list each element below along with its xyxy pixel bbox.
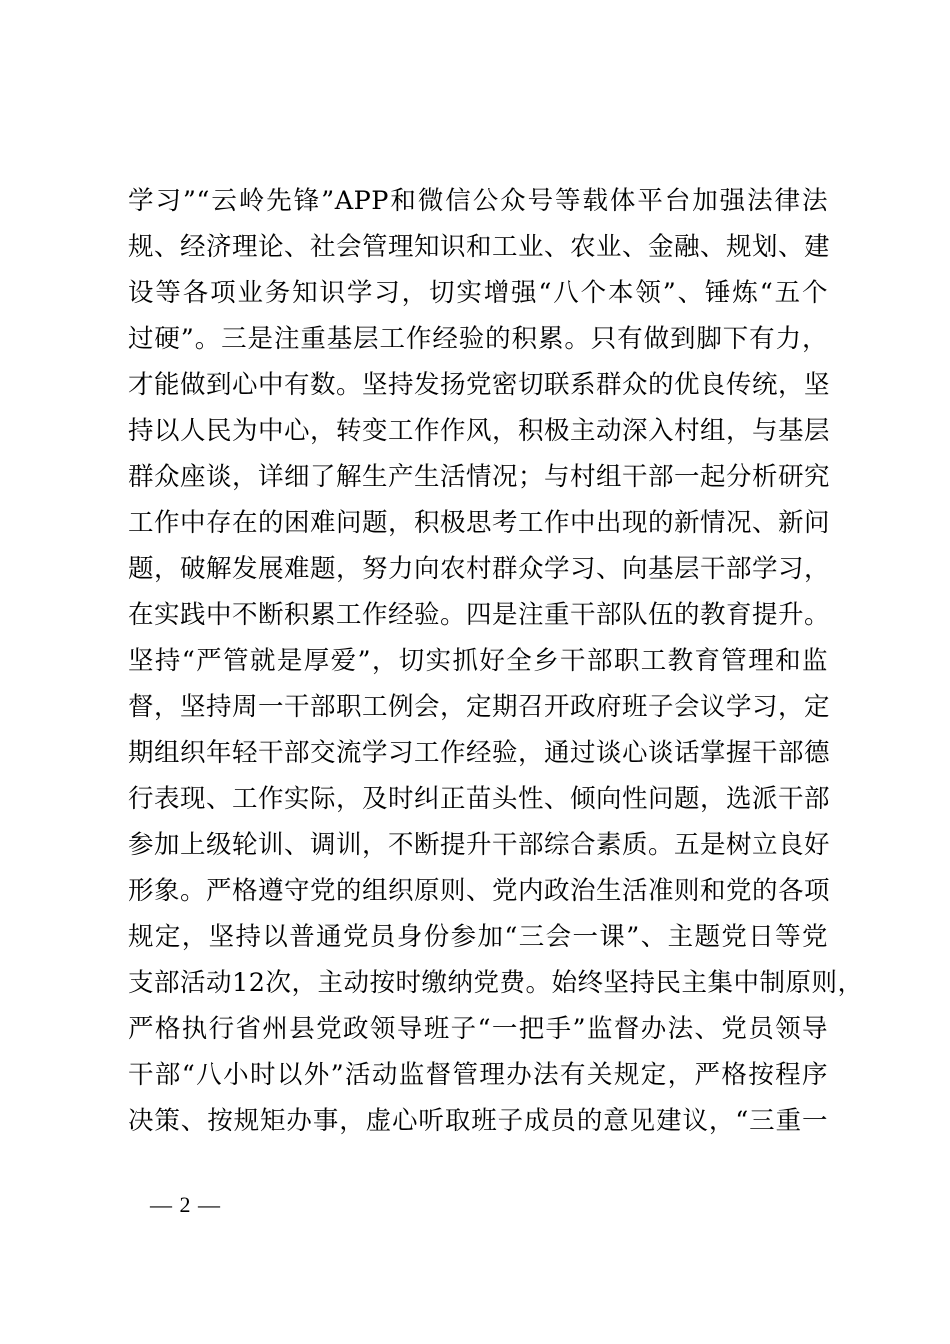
body-text [128, 178, 864, 1144]
text-line: 设等各项业务知识学习，切实增强“八个本领”、锤炼“五个 [128, 278, 828, 308]
text-line: 支部活动12次，主动按时缴纳党费。始终坚持民主集中制原则， [128, 968, 864, 998]
text-line: 规定，坚持以普通党员身份参加“三会一课”、主题党日等党 [128, 922, 828, 952]
text-line: 在实践中不断积累工作经验。四是注重干部队伍的教育提升。 [128, 600, 831, 630]
text-line: 持以人民为中心，转变工作作风，积极主动深入村组，与基层 [128, 416, 831, 446]
text-line: 规、经济理论、社会管理知识和工业、农业、金融、规划、建 [128, 232, 831, 262]
text-line: 学习”“云岭先锋”APP和微信公众号等载体平台加强法律法 [128, 186, 828, 216]
text-line: 才能做到心中有数。坚持发扬党密切联系群众的优良传统，坚 [128, 370, 831, 400]
text-line: 工作中存在的困难问题，积极思考工作中出现的新情况、新问 [128, 508, 831, 538]
text-line: 过硬”。三是注重基层工作经验的积累。只有做到脚下有力， [128, 324, 828, 354]
text-line: 行表现、工作实际，及时纠正苗头性、倾向性问题，选派干部 [128, 784, 831, 814]
text-line: 决策、按规矩办事，虚心听取班子成员的意见建议，“三重一 [128, 1106, 828, 1136]
text-line: 干部“八小时以外”活动监督管理办法有关规定，严格按程序 [128, 1060, 828, 1090]
text-line: 期组织年轻干部交流学习工作经验，通过谈心谈话掌握干部德 [128, 738, 831, 768]
text-line: 题，破解发展难题，努力向农村群众学习、向基层干部学习， [128, 554, 831, 584]
page-number: — 2 — [150, 1192, 221, 1217]
text-line: 督，坚持周一干部职工例会，定期召开政府班子会议学习，定 [128, 692, 831, 722]
text-line: 形象。严格遵守党的组织原则、党内政治生活准则和党的各项 [128, 876, 831, 906]
text-line: 严格执行省州县党政领导班子“一把手”监督办法、党员领导 [128, 1014, 828, 1044]
text-line: 群众座谈，详细了解生产生活情况；与村组干部一起分析研究 [128, 462, 831, 492]
text-line: 参加上级轮训、调训，不断提升干部综合素质。五是树立良好 [128, 830, 831, 860]
text-line: 坚持“严管就是厚爱”，切实抓好全乡干部职工教育管理和监 [128, 646, 828, 676]
